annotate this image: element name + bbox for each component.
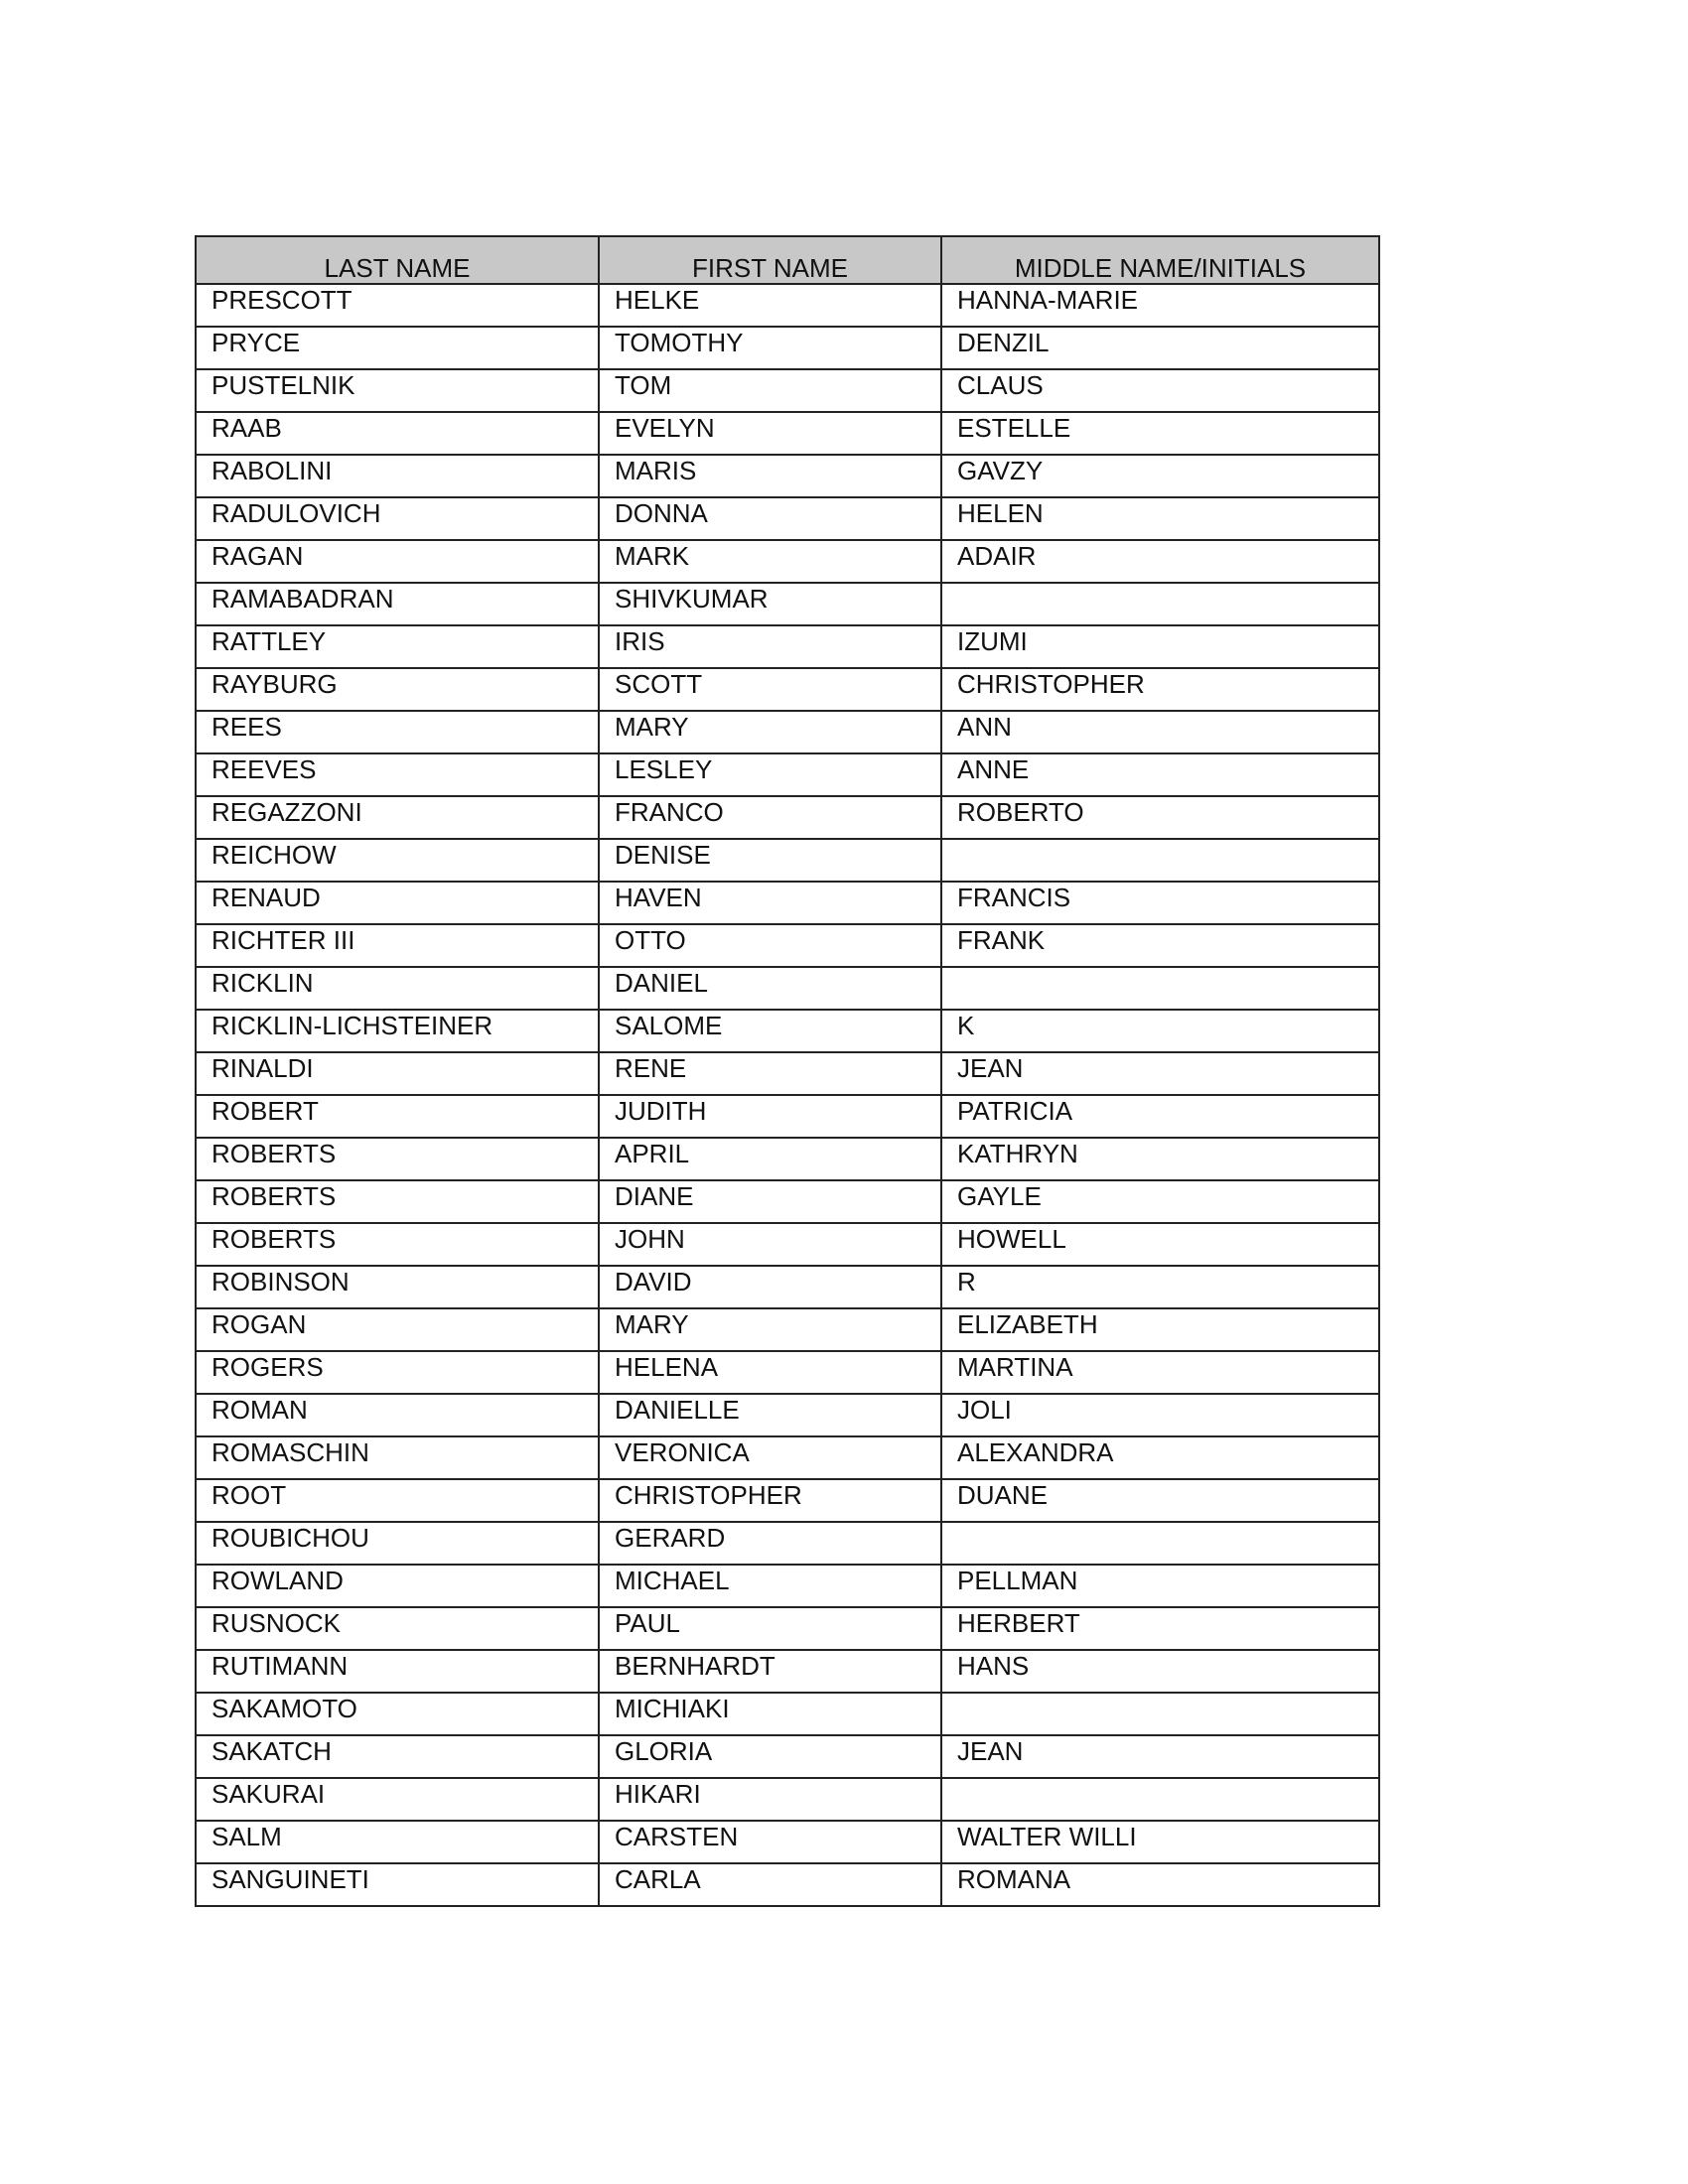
table-row bbox=[196, 1351, 1379, 1394]
table-row bbox=[196, 967, 1379, 1010]
last-name-cell: SAKATCH bbox=[196, 1735, 599, 1778]
middle-name-cell: ADAIR bbox=[941, 540, 1379, 583]
first-name-cell: JOHN bbox=[599, 1223, 941, 1266]
table-row bbox=[196, 1308, 1379, 1351]
middle-name-cell: HANNA-MARIE bbox=[941, 284, 1379, 327]
names-table bbox=[195, 235, 1380, 1907]
table-row bbox=[196, 1436, 1379, 1479]
first-name-cell: HIKARI bbox=[599, 1778, 941, 1821]
first-name-cell: SALOME bbox=[599, 1010, 941, 1052]
first-name-cell: MARIS bbox=[599, 455, 941, 497]
table-row bbox=[196, 1863, 1379, 1906]
last-name-cell: RABOLINI bbox=[196, 455, 599, 497]
last-name-cell: ROWLAND bbox=[196, 1565, 599, 1607]
table-row bbox=[196, 882, 1379, 924]
middle-name-cell: R bbox=[941, 1266, 1379, 1308]
last-name-cell: SAKAMOTO bbox=[196, 1693, 599, 1735]
first-name-cell: DIANE bbox=[599, 1180, 941, 1223]
header-row bbox=[196, 236, 1379, 284]
middle-name-cell: IZUMI bbox=[941, 625, 1379, 668]
last-name-cell: PRESCOTT bbox=[196, 284, 599, 327]
last-name-cell: ROBERTS bbox=[196, 1223, 599, 1266]
table-row bbox=[196, 1010, 1379, 1052]
first-name-cell: MARK bbox=[599, 540, 941, 583]
last-name-cell: RUSNOCK bbox=[196, 1607, 599, 1650]
last-name-cell: ROBERT bbox=[196, 1095, 599, 1138]
first-name-cell: TOM bbox=[599, 369, 941, 412]
table-row bbox=[196, 1180, 1379, 1223]
table-body bbox=[196, 284, 1379, 1906]
table-row bbox=[196, 497, 1379, 540]
middle-name-cell bbox=[941, 583, 1379, 625]
table-row bbox=[196, 412, 1379, 455]
middle-name-cell: CHRISTOPHER bbox=[941, 668, 1379, 711]
table-row bbox=[196, 839, 1379, 882]
table-row bbox=[196, 583, 1379, 625]
last-name-cell: RAMABADRAN bbox=[196, 583, 599, 625]
middle-name-cell bbox=[941, 1693, 1379, 1735]
middle-name-cell: ROBERTO bbox=[941, 796, 1379, 839]
table-row bbox=[196, 1052, 1379, 1095]
middle-name-cell bbox=[941, 1522, 1379, 1565]
first-name-cell: DENISE bbox=[599, 839, 941, 882]
middle-name-cell: PELLMAN bbox=[941, 1565, 1379, 1607]
middle-name-cell: GAYLE bbox=[941, 1180, 1379, 1223]
table-row bbox=[196, 1095, 1379, 1138]
table-row bbox=[196, 284, 1379, 327]
first-name-cell: FRANCO bbox=[599, 796, 941, 839]
middle-name-cell: DENZIL bbox=[941, 327, 1379, 369]
first-name-cell: HELENA bbox=[599, 1351, 941, 1394]
last-name-cell: SAKURAI bbox=[196, 1778, 599, 1821]
last-name-cell: SANGUINETI bbox=[196, 1863, 599, 1906]
table-row bbox=[196, 1394, 1379, 1436]
middle-name-cell: JOLI bbox=[941, 1394, 1379, 1436]
last-name-cell: RAAB bbox=[196, 412, 599, 455]
table-row bbox=[196, 796, 1379, 839]
first-name-cell: RENE bbox=[599, 1052, 941, 1095]
table-row bbox=[196, 625, 1379, 668]
table-row bbox=[196, 1693, 1379, 1735]
middle-name-cell: ANN bbox=[941, 711, 1379, 753]
last-name-cell: RAGAN bbox=[196, 540, 599, 583]
middle-name-cell: DUANE bbox=[941, 1479, 1379, 1522]
table-row bbox=[196, 1778, 1379, 1821]
middle-name-cell: ALEXANDRA bbox=[941, 1436, 1379, 1479]
first-name-cell: VERONICA bbox=[599, 1436, 941, 1479]
first-name-cell: BERNHARDT bbox=[599, 1650, 941, 1693]
table-row bbox=[196, 668, 1379, 711]
last-name-header: LAST NAME bbox=[196, 236, 599, 284]
table-header bbox=[196, 236, 1379, 284]
first-name-cell: DANIELLE bbox=[599, 1394, 941, 1436]
first-name-cell: MICHIAKI bbox=[599, 1693, 941, 1735]
first-name-cell: SCOTT bbox=[599, 668, 941, 711]
last-name-cell: ROMAN bbox=[196, 1394, 599, 1436]
last-name-cell: RENAUD bbox=[196, 882, 599, 924]
last-name-cell: RAYBURG bbox=[196, 668, 599, 711]
first-name-header: FIRST NAME bbox=[599, 236, 941, 284]
last-name-cell: SALM bbox=[196, 1821, 599, 1863]
table-row bbox=[196, 540, 1379, 583]
middle-name-cell bbox=[941, 839, 1379, 882]
last-name-cell: ROGERS bbox=[196, 1351, 599, 1394]
first-name-cell: CARLA bbox=[599, 1863, 941, 1906]
table-row bbox=[196, 1821, 1379, 1863]
table-row bbox=[196, 753, 1379, 796]
last-name-cell: RATTLEY bbox=[196, 625, 599, 668]
last-name-cell: RICHTER III bbox=[196, 924, 599, 967]
table-row bbox=[196, 711, 1379, 753]
middle-name-cell: GAVZY bbox=[941, 455, 1379, 497]
middle-name-cell: HERBERT bbox=[941, 1607, 1379, 1650]
first-name-cell: OTTO bbox=[599, 924, 941, 967]
first-name-cell: SHIVKUMAR bbox=[599, 583, 941, 625]
middle-name-cell bbox=[941, 1778, 1379, 1821]
first-name-cell: EVELYN bbox=[599, 412, 941, 455]
last-name-cell: PUSTELNIK bbox=[196, 369, 599, 412]
first-name-cell: MICHAEL bbox=[599, 1565, 941, 1607]
last-name-cell: ROBINSON bbox=[196, 1266, 599, 1308]
middle-name-cell: K bbox=[941, 1010, 1379, 1052]
last-name-cell: ROMASCHIN bbox=[196, 1436, 599, 1479]
last-name-cell: REES bbox=[196, 711, 599, 753]
first-name-cell: DONNA bbox=[599, 497, 941, 540]
last-name-cell: ROBERTS bbox=[196, 1138, 599, 1180]
middle-name-cell: FRANK bbox=[941, 924, 1379, 967]
middle-name-cell: ELIZABETH bbox=[941, 1308, 1379, 1351]
table-row bbox=[196, 1266, 1379, 1308]
table-row bbox=[196, 1607, 1379, 1650]
middle-name-cell bbox=[941, 967, 1379, 1010]
middle-name-header: MIDDLE NAME/INITIALS bbox=[941, 236, 1379, 284]
middle-name-cell: MARTINA bbox=[941, 1351, 1379, 1394]
first-name-cell: APRIL bbox=[599, 1138, 941, 1180]
first-name-cell: LESLEY bbox=[599, 753, 941, 796]
middle-name-cell: HOWELL bbox=[941, 1223, 1379, 1266]
middle-name-cell: CLAUS bbox=[941, 369, 1379, 412]
last-name-cell: PRYCE bbox=[196, 327, 599, 369]
middle-name-cell: ESTELLE bbox=[941, 412, 1379, 455]
last-name-cell: RICKLIN bbox=[196, 967, 599, 1010]
middle-name-cell: WALTER WILLI bbox=[941, 1821, 1379, 1863]
middle-name-cell: JEAN bbox=[941, 1735, 1379, 1778]
middle-name-cell: HELEN bbox=[941, 497, 1379, 540]
last-name-cell: REEVES bbox=[196, 753, 599, 796]
middle-name-cell: PATRICIA bbox=[941, 1095, 1379, 1138]
table-row bbox=[196, 1479, 1379, 1522]
table-row bbox=[196, 1522, 1379, 1565]
middle-name-cell: ANNE bbox=[941, 753, 1379, 796]
first-name-cell: PAUL bbox=[599, 1607, 941, 1650]
first-name-cell: DANIEL bbox=[599, 967, 941, 1010]
last-name-cell: ROBERTS bbox=[196, 1180, 599, 1223]
last-name-cell: ROUBICHOU bbox=[196, 1522, 599, 1565]
middle-name-cell: JEAN bbox=[941, 1052, 1379, 1095]
middle-name-cell: FRANCIS bbox=[941, 882, 1379, 924]
first-name-cell: HAVEN bbox=[599, 882, 941, 924]
last-name-cell: ROOT bbox=[196, 1479, 599, 1522]
first-name-cell: HELKE bbox=[599, 284, 941, 327]
table-row bbox=[196, 924, 1379, 967]
first-name-cell: GERARD bbox=[599, 1522, 941, 1565]
first-name-cell: MARY bbox=[599, 711, 941, 753]
first-name-cell: GLORIA bbox=[599, 1735, 941, 1778]
last-name-cell: RINALDI bbox=[196, 1052, 599, 1095]
first-name-cell: JUDITH bbox=[599, 1095, 941, 1138]
table-row bbox=[196, 369, 1379, 412]
first-name-cell: MARY bbox=[599, 1308, 941, 1351]
table-row bbox=[196, 1138, 1379, 1180]
middle-name-cell: HANS bbox=[941, 1650, 1379, 1693]
table-row bbox=[196, 1650, 1379, 1693]
first-name-cell: TOMOTHY bbox=[599, 327, 941, 369]
last-name-cell: ROGAN bbox=[196, 1308, 599, 1351]
first-name-cell: CHRISTOPHER bbox=[599, 1479, 941, 1522]
table-row bbox=[196, 1735, 1379, 1778]
last-name-cell: REGAZZONI bbox=[196, 796, 599, 839]
middle-name-cell: ROMANA bbox=[941, 1863, 1379, 1906]
table-row bbox=[196, 327, 1379, 369]
middle-name-cell: KATHRYN bbox=[941, 1138, 1379, 1180]
last-name-cell: RUTIMANN bbox=[196, 1650, 599, 1693]
first-name-cell: DAVID bbox=[599, 1266, 941, 1308]
first-name-cell: CARSTEN bbox=[599, 1821, 941, 1863]
table-row bbox=[196, 1223, 1379, 1266]
table-row bbox=[196, 1565, 1379, 1607]
last-name-cell: RADULOVICH bbox=[196, 497, 599, 540]
last-name-cell: RICKLIN-LICHSTEINER bbox=[196, 1010, 599, 1052]
table-row bbox=[196, 455, 1379, 497]
first-name-cell: IRIS bbox=[599, 625, 941, 668]
last-name-cell: REICHOW bbox=[196, 839, 599, 882]
